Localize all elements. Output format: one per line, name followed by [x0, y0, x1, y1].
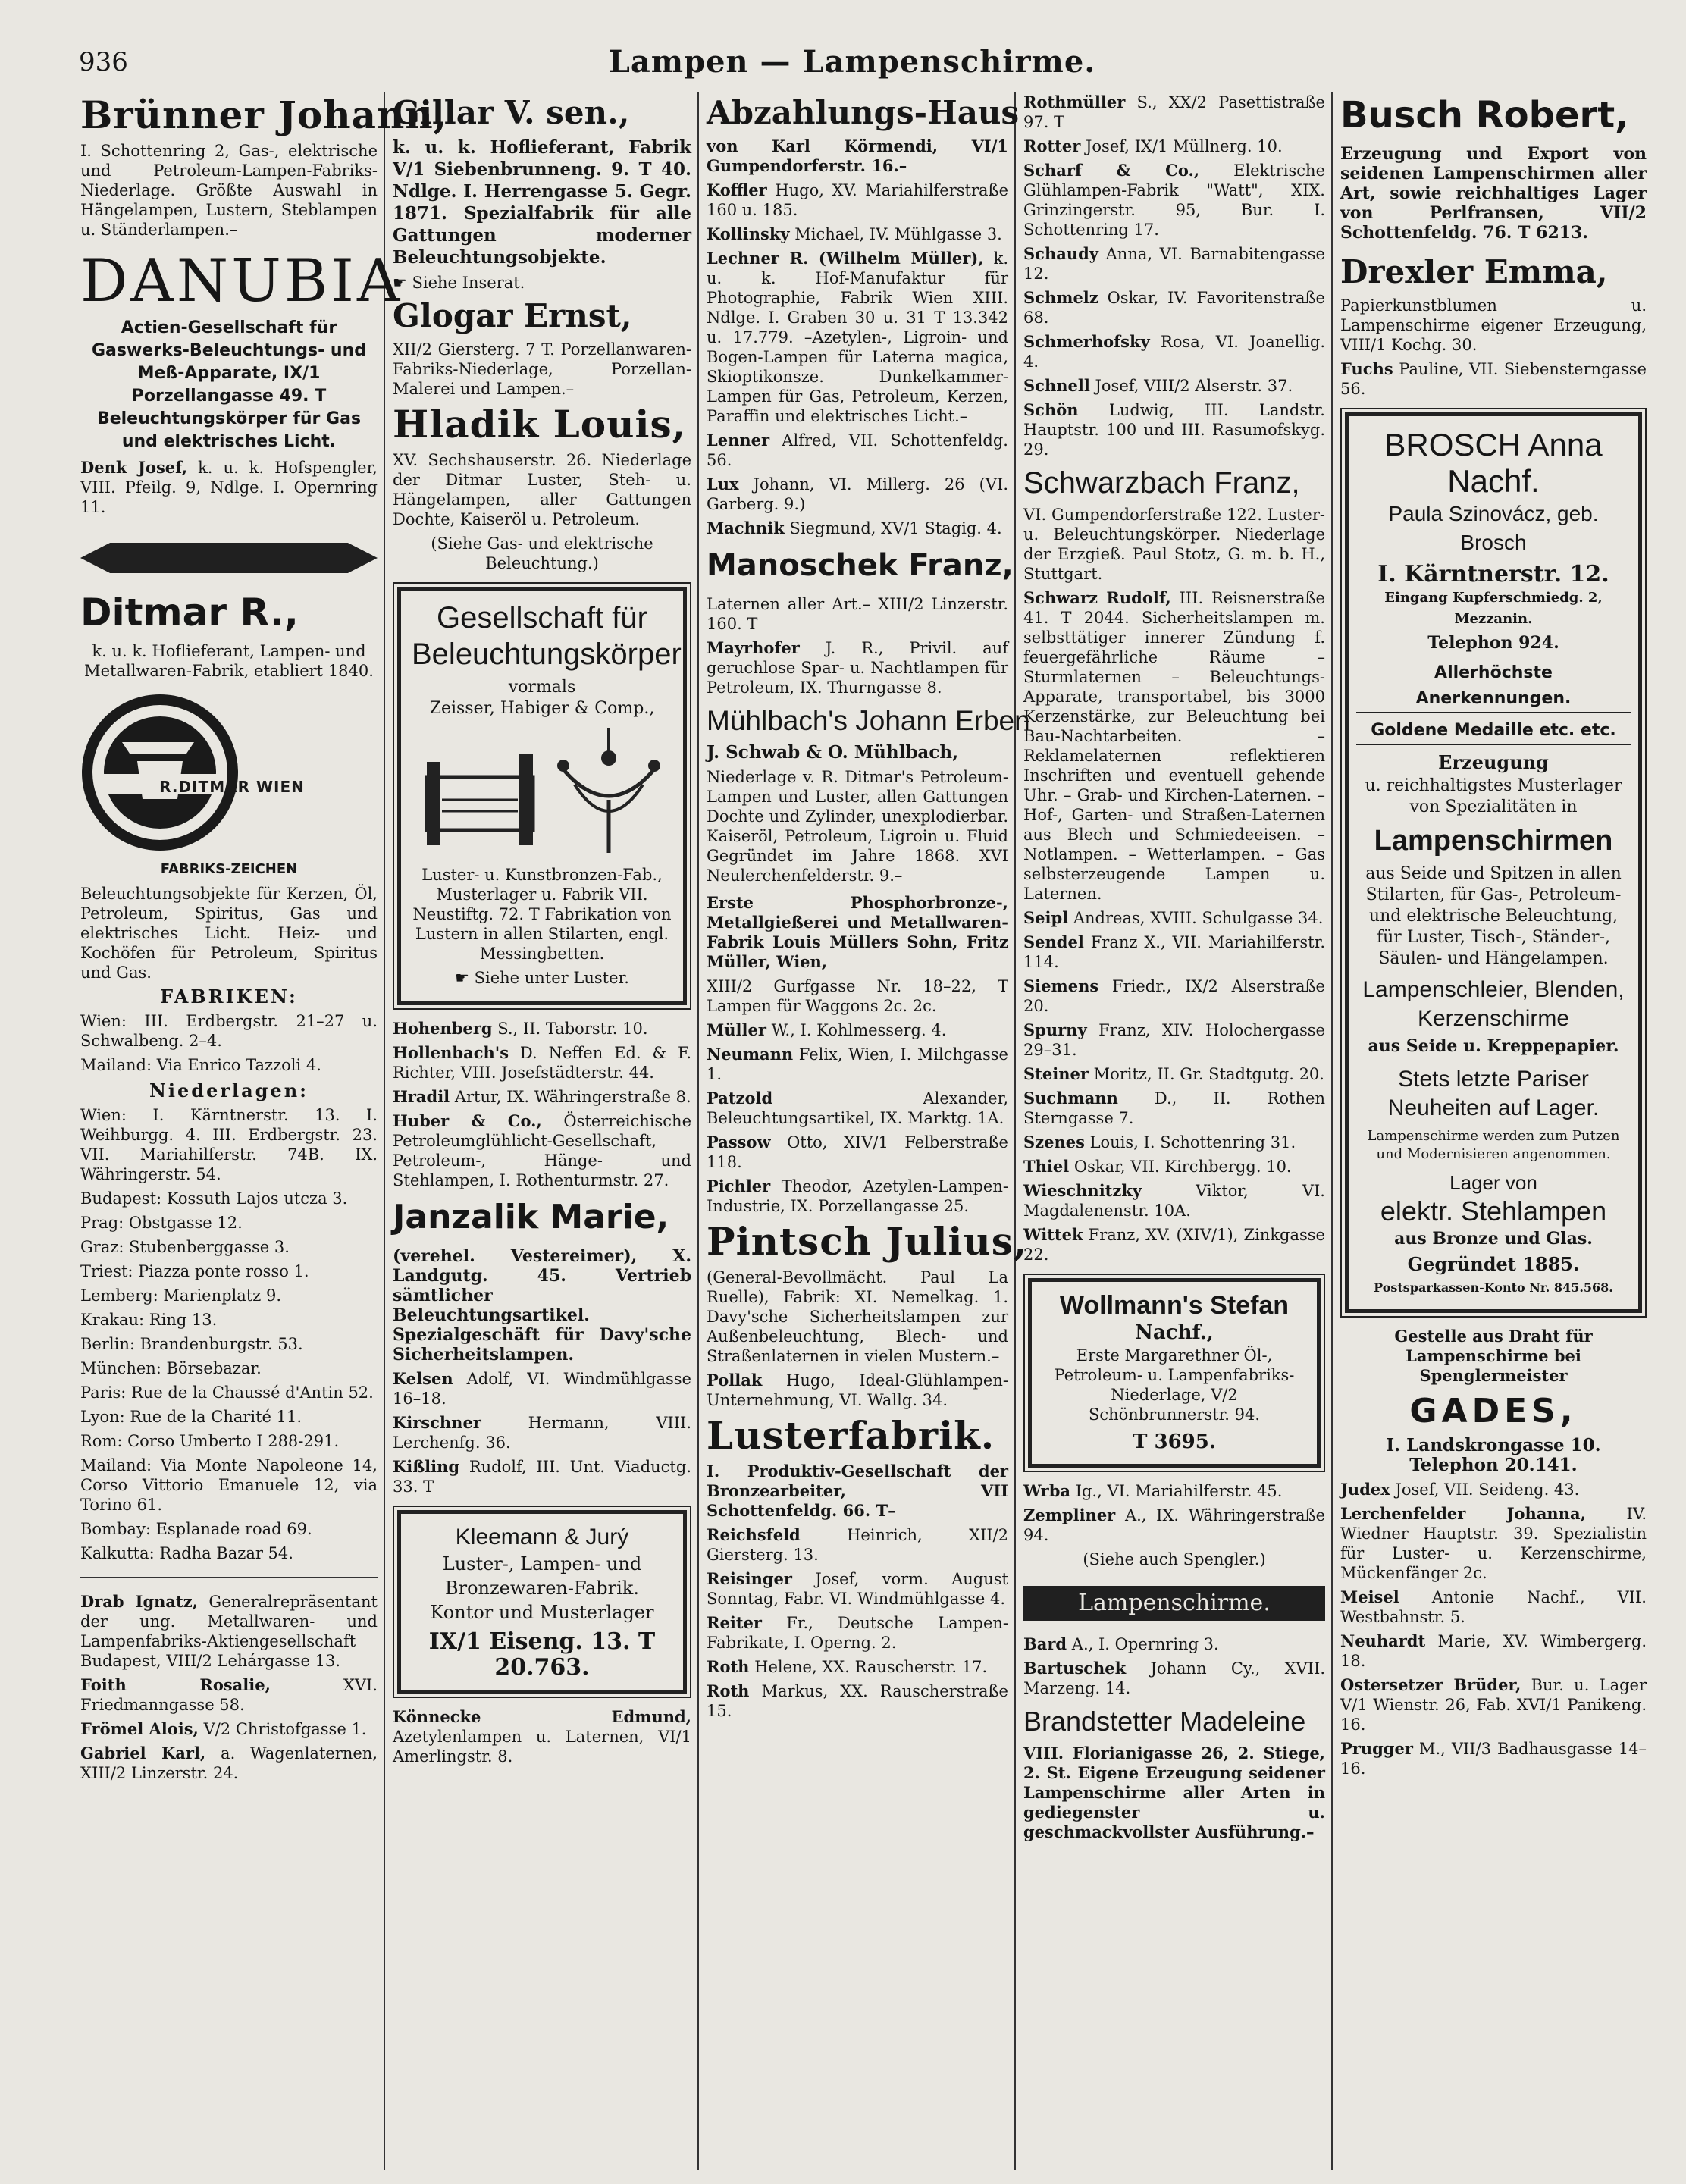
entry-name: Lechner R. (Wilhelm Müller), [707, 249, 984, 268]
entry-row [707, 224, 1008, 244]
entry-text: A., I. Opernring 3. [1071, 1635, 1219, 1653]
entry-text: Siegmund, XV/1 Stagig. 4. [789, 519, 1002, 537]
entry-text: Johann Cy., XVII. Marzeng. 14. [1023, 1659, 1325, 1697]
entry-name: Frömel Alois, [80, 1719, 199, 1738]
entry-name: Steiner [1023, 1064, 1089, 1083]
entry-text: Josef, VIII/2 Alserstr. 37. [1095, 377, 1293, 395]
entry-text-gillar: k. u. k. Hoflieferant, Fabrik V/1 Siebenbrunneng. 9. T 40. Ndlge. I. Herrengasse 5. Gegr. 1871. Spezialfabrik für alle Gattungen moderner Beleuchtungsobjekte. [393, 137, 691, 268]
entry-text: Franz, XIV. Holochergasse 29–31. [1023, 1021, 1325, 1059]
entry-text: V/2 Christofgasse 1. [203, 1720, 367, 1738]
entry-name: Drab Ignatz, [80, 1592, 198, 1611]
niederlage-line: Budapest: Kossuth Lajos utcza 3. [80, 1189, 348, 1208]
advert-text: Erste Margarethner Öl-, Petroleum- u. Lampenfabriks-Niederlage, V/2 Schönbrunnerstr. 94. [1054, 1346, 1295, 1424]
advert-phone: Telephon 924. [1427, 633, 1559, 653]
niederlage-line: Mailand: Via Monte Napoleone 14, Corso Vittorio Emanuele 12, via Torino 61. [80, 1456, 378, 1514]
entry-text: Marie, XV. Wimbergerg. 18. [1340, 1632, 1647, 1670]
entry-name: Pichler [707, 1177, 771, 1195]
entry-name: Lenner [707, 431, 770, 450]
entry-row [1023, 400, 1325, 459]
siehe-spengler-ref: (Siehe auch Spengler.) [1083, 1550, 1266, 1568]
entry-row [707, 1681, 1008, 1721]
entry-name: Thiel [1023, 1157, 1070, 1176]
entry-text: Josef, IX/1 Müllnerg. 10. [1085, 137, 1283, 155]
entry-row [1023, 1089, 1325, 1128]
entry-name-abzahlungs: Abzahlungs-Haus [707, 94, 1020, 131]
advert-text: Luster-, Lampen- und Bronzewaren-Fabrik. Kontor und Musterlager [430, 1553, 654, 1623]
entry-text: Adolf, VI. Windmühlgasse 16–18. [393, 1370, 691, 1408]
entry-row [707, 1371, 1008, 1410]
entry-text: Ig., VI. Mariahilferstr. 45. [1075, 1482, 1283, 1500]
kleemann-advert [397, 1510, 687, 1694]
entry-name: Scharf & Co., [1023, 161, 1200, 180]
entry-row [1023, 1064, 1325, 1084]
entry-name: Kollinsky [707, 224, 790, 243]
entry-name: Gabriel Karl, [80, 1744, 206, 1763]
entry-row [1023, 1506, 1325, 1545]
entry-text: Friedr., IX/2 Alserstraße 20. [1023, 977, 1325, 1015]
entry-row [1023, 932, 1325, 972]
entry-row [707, 1657, 1008, 1677]
entry-row [707, 249, 1008, 426]
gades-name: GADES, [1409, 1392, 1578, 1430]
entry-name: Mayrhofer [707, 638, 800, 657]
advert-text: aus Seide und Spitzen in allen Stilarten, für Gas-, Petroleum- und elektrische Beleuchtung, für Luster, Tisch-, Ständer-, Säulen- und Hängelampen. [1365, 864, 1622, 968]
entry-name-drexler: Drexler Emma, [1340, 253, 1608, 290]
advert-address: IX/1 Eiseng. 13. T 20.763. [428, 1628, 656, 1681]
entry-name-schwarzbach: Schwarzbach Franz, [1023, 466, 1300, 500]
entry-text-janzalik: (verehel. Vestereimer), X. Landgutg. 45. Vertrieb sämtlicher Beleuchtungsartikel. Spezialgeschäft für Davy'sche Sicherheitslampen. [393, 1246, 691, 1365]
entry-row [1340, 359, 1647, 399]
entry-name: Schaudy [1023, 244, 1098, 263]
bed-and-chandelier-icon [412, 724, 685, 860]
danubia-logo: DANUBIA [80, 247, 403, 315]
entry-name-lusterfabrik: Lusterfabrik. [707, 1413, 995, 1458]
entry-row [393, 1111, 691, 1190]
entry-text: D. Neffen Ed. & F. Richter, VIII. Josefstädterstr. 44. [393, 1044, 691, 1082]
entry-text: W., I. Kohlmesserg. 4. [771, 1021, 947, 1039]
entry-text-ditmar: Beleuchtungsobjekte für Kerzen, Öl, Petroleum, Spiritus, Gas und elektrisches Licht. Heiz- und Kochöfen für Petroleum, Spiritus und Gas. [80, 885, 378, 982]
entry-text: Heinrich, XII/2 Giersterg. 13. [707, 1526, 1008, 1564]
niederlagen-heading: Niederlagen: [149, 1079, 309, 1101]
fabrik-line: Mailand: Via Enrico Tazzoli 4. [80, 1056, 321, 1074]
entry-row [1023, 92, 1325, 132]
entry-text: Hugo, Ideal-Glühlampen-Unternehmung, VI. Wallg. 34. [707, 1371, 1008, 1409]
entry-name-gillar: Gillar V. sen., [393, 94, 630, 131]
entry-row [1023, 376, 1325, 396]
entry-text-danubia: Actien-Gesellschaft für Gaswerks-Beleuchtungs- und Meß-Apparate, IX/1 Porzellangasse 49. T Beleuchtungskörper für Gas und elektrisches Licht. [91, 318, 366, 451]
entry-row [707, 431, 1008, 470]
entry-row [1340, 1631, 1647, 1671]
entry-row [707, 475, 1008, 514]
advert-sub: Nachf., [1135, 1321, 1214, 1344]
entry-text-hladik: XV. Sechshauserstr. 26. Niederlage der Ditmar Luster, Steh- u. Hängelampen, aller Gattungen Dochte, Kaiseröl u. Petroleum. [393, 451, 691, 528]
entry-name: Machnik [707, 519, 785, 537]
entry-name: Lerchenfelder Johanna, [1340, 1504, 1586, 1523]
entry-text: Antonie Nachf., VII. Westbahnstr. 5. [1340, 1588, 1647, 1626]
entry-row [1340, 1480, 1647, 1499]
entry-text: Helene, XX. Rauscherstr. 17. [754, 1658, 988, 1676]
advert-erzeugung: Erzeugung [1438, 751, 1549, 773]
entry-name: Kelsen [393, 1369, 453, 1388]
entry-name: Judex [1340, 1480, 1390, 1499]
entry-name: Reisinger [707, 1569, 792, 1588]
advert-ref: ☛ Siehe unter Luster. [455, 969, 629, 987]
entry-text: XVI. Friedmanngasse 58. [80, 1676, 378, 1714]
advert-title: Kleemann & Jurý [455, 1524, 629, 1549]
entry-row [707, 1089, 1008, 1128]
entry-name: Müller [707, 1020, 766, 1039]
entry-foith [80, 1675, 378, 1715]
entry-name-busch: Busch Robert, [1340, 94, 1629, 136]
entry-text-pintsch: (General-Bevollmächt. Paul La Ruelle), Fabrik: XI. Nemelkag. 1. Davy'sche Sicherheitslampen zur Außenbeleuchtung, Blech- und Straßenlaternen in vielen Mustern.– [707, 1268, 1008, 1365]
advert-neuheiten: Stets letzte Pariser Neuheiten auf Lager. [1387, 1067, 1600, 1120]
advert-firm: Zeisser, Habiger & Comp., [429, 699, 655, 718]
entry-name: Schön [1023, 400, 1079, 419]
entry-text: Oskar, VII. Kirchbergg. 10. [1073, 1158, 1292, 1176]
entry-row [1340, 1587, 1647, 1627]
entry-row [1023, 1481, 1325, 1501]
entry-text: Alfred, VII. Schottenfeldg. 56. [707, 431, 1008, 469]
entry-text: J. R., Privil. auf geruchlose Spar- u. Nachtlampen für Petroleum, IX. Thurngasse 8. [707, 639, 1008, 697]
fabriken-heading: FABRIKEN: [160, 985, 298, 1007]
entry-sub-ditmar: k. u. k. Hoflieferant, Lampen- und Metallwaren-Fabrik, etabliert 1840. [84, 642, 374, 680]
entry-row [1023, 1634, 1325, 1654]
entry-text: Pauline, VII. Siebensterngasse 56. [1340, 360, 1647, 398]
entry-row [1023, 1225, 1325, 1264]
entry-text: Alexander, Beleuchtungsartikel, IX. Marktg. 1A. [707, 1089, 1008, 1127]
entry-name: Siemens [1023, 976, 1099, 995]
entry-text-manoschek: Laternen aller Art.– XIII/2 Linzerstr. 160. T [707, 595, 1008, 633]
advert-phone: T 3695. [1133, 1430, 1216, 1453]
entry-name: Suchmann [1023, 1089, 1118, 1108]
entry-text-glogar: XII/2 Giersterg. 7 T. Porzellanwaren-Fabriks-Niederlage, Porzellan-Malerei und Lampen.– [393, 340, 691, 398]
entry-text-bruenner: I. Schottenring 2, Gas-, elektrische und Petroleum-Lampen-Fabriks-Niederlage. Größte Auswahl in Hängelampen, Lustern, Steblampen u. Ständerlampen.– [80, 142, 378, 239]
entry-name-bruenner: Brünner Johann, [80, 92, 448, 137]
entry-name: Wittek [1023, 1225, 1083, 1244]
entry-row [707, 1020, 1008, 1040]
entry-row [707, 1133, 1008, 1172]
entry-name: Huber & Co., [393, 1111, 542, 1130]
advert-title: Gesellschaft für Beleuchtungskörper [412, 601, 682, 671]
entry-name: Wrba [1023, 1481, 1070, 1500]
entry-row [1340, 1504, 1647, 1583]
advert-owner: Paula Szinovácz, geb. Brosch [1388, 502, 1599, 554]
entry-row [707, 1525, 1008, 1565]
entry-text: Andreas, XVIII. Schulgasse 34. [1073, 909, 1324, 927]
entry-row [1023, 908, 1325, 928]
niederlage-line: Kalkutta: Radha Bazar 54. [80, 1544, 293, 1562]
entry-text: IV. Wiedner Hauptstr. 39. Spezialistin für Luster- u. Kerzenschirme, Mückenfänger 2c. [1340, 1505, 1647, 1582]
advert-putzen: Lampenschirme werden zum Putzen und Modernisieren angenommen. [1367, 1128, 1620, 1162]
advert-schleier: Lampenschleier, Blenden, Kerzenschirme [1362, 977, 1625, 1031]
entry-name-ditmar: Ditmar R., [80, 591, 299, 635]
entry-text: Markus, XX. Rauscherstraße 15. [707, 1682, 1008, 1720]
column-3 [700, 92, 1030, 2170]
entry-text: k. u. k. Hof-Manufaktur für Photographie, Fabrik Wien XIII. Ndlge. I. Graben 30 u. 31 T 13.342 u. 17.779. –Azetylen-, Ligroin- und Bogen-Lampen für Laterna magica, Skioptikonsze. Dunkelkammer-Lampen für Gas, Petroleum, Kerzen, Paraffin und elektrisches Licht.– [707, 249, 1008, 425]
column-divider [1331, 92, 1333, 2170]
gesellschaft-advert [397, 587, 687, 1005]
column-5 [1334, 92, 1653, 2170]
column-divider [697, 92, 699, 2170]
entry-name: Könnecke Edmund, [393, 1707, 691, 1726]
advert-awards: Allerhöchste Anerkennungen. [1356, 660, 1631, 713]
niederlage-line: Bombay: Esplanade road 69. [80, 1520, 312, 1538]
entry-name: Denk Josef, [80, 458, 188, 477]
entry-row [1340, 1739, 1647, 1778]
entry-name: Hollenbach's [393, 1043, 509, 1062]
entry-text: Fr., Deutsche Lampen-Fabrikate, I. Operng. 2. [707, 1614, 1008, 1652]
entry-row [393, 1707, 691, 1766]
entry-text: S., XX/2 Pasettistraße 97. T [1023, 93, 1325, 131]
seal-lettering: R.DITMAR WIEN [159, 778, 305, 796]
entry-row [1023, 588, 1325, 904]
entry-row [707, 1569, 1008, 1609]
advert-bronze: aus Bronze und Glas. [1394, 1229, 1593, 1249]
entry-text: Josef, VII. Seideng. 43. [1395, 1481, 1580, 1499]
entry-name: Patzold [707, 1089, 773, 1108]
entry-text: Johann, VI. Millerg. 26 (VI. Garberg. 9.) [707, 475, 1008, 513]
entry-text: M., VII/3 Badhausgasse 14–16. [1340, 1740, 1647, 1778]
entry-text-abzahlungs: von Karl Körmendi, VI/1 Gumpendorferstr. 16.– [707, 136, 1008, 175]
entry-text: Rosa, VI. Joanellig. 4. [1023, 333, 1325, 371]
entry-name: Fuchs [1340, 359, 1393, 378]
entry-text: Otto, XIV/1 Felberstraße 118. [707, 1133, 1008, 1171]
entry-froemel [80, 1719, 378, 1739]
page-title: Lampen — Lampenschirme. [608, 44, 1096, 80]
section-heading-lampenschirme: Lampenschirme. [1023, 1586, 1325, 1621]
niederlage-line: München: Börsebazar. [80, 1359, 262, 1377]
niederlage-line: Lemberg: Marienplatz 9. [80, 1286, 282, 1305]
advert-vormals: vormals [508, 678, 576, 697]
entry-name: Pollak [707, 1371, 763, 1390]
entry-name-hladik: Hladik Louis, [393, 402, 687, 447]
entry-row [1023, 976, 1325, 1016]
entry-row [1023, 288, 1325, 327]
entry-row [1023, 332, 1325, 371]
entry-text: Theodor, Azetylen-Lampen-Industrie, IX. Porzellangasse 25. [707, 1177, 1008, 1215]
entry-name: Reichsfeld [707, 1525, 801, 1544]
entry-row [1023, 1157, 1325, 1177]
entry-text: Louis, I. Schottenring 31. [1089, 1133, 1296, 1152]
entry-name: Spurny [1023, 1020, 1087, 1039]
entry-text: A., IX. Währingerstraße 94. [1023, 1506, 1325, 1544]
entry-text: Michael, IV. Mühlgasse 3. [794, 225, 1002, 243]
entry-name-glogar: Glogar Ernst, [393, 297, 632, 334]
entry-name: Neuhardt [1340, 1631, 1426, 1650]
entry-text: D., II. Rothen Sterngasse 7. [1023, 1089, 1325, 1127]
entry-sub-muehlbach: J. Schwab & O. Mühlbach, [707, 742, 959, 763]
fabriks-zeichen-label: FABRIKS-ZEICHEN [160, 861, 298, 877]
entry-row [1023, 1181, 1325, 1220]
page-header [79, 44, 1625, 89]
entry-name: Meisel [1340, 1587, 1399, 1606]
entry-row [707, 180, 1008, 220]
entry-name-muehlbach: Mühlbach's Johann Erben [707, 705, 1030, 736]
decorative-divider [80, 543, 378, 573]
entry-row [707, 1177, 1008, 1216]
entry-row [393, 1043, 691, 1083]
entry-name: Passow [707, 1133, 771, 1152]
gades-text: I. Landskrongasse 10. Telephon 20.141. [1386, 1435, 1601, 1475]
entry-text-erste: XIII/2 Gurfgasse Nr. 18–22, T Lampen für Waggons 2c. 2c. [707, 977, 1008, 1015]
entry-text: Moritz, II. Gr. Stadtgutg. 20. [1093, 1065, 1324, 1083]
entry-text-muehlbach: Niederlage v. R. Ditmar's Petroleum-Lampen und Luster, allen Gattungen Dochte und Zylinder, unexplodierbar. Kaiseröl, Petroleum, Ligroin u. Fluid Gegründet im Jahre 1868. XVI Neulerchenfelderstr. 9.– [707, 768, 1008, 885]
gestelle-text: Gestelle aus Draht für Lampenschirme bei Spenglermeister [1394, 1327, 1593, 1385]
entry-name-manoschek: Manoschek Franz, [707, 548, 1014, 583]
entry-row [1023, 161, 1325, 240]
entry-ref-hladik: (Siehe Gas- und elektrische Beleuchtung.) [431, 534, 653, 572]
entry-row [1340, 1675, 1647, 1734]
entry-text-brandstetter: VIII. Florianigasse 26, 2. Stiege, 2. St. Eigene Erzeugung seidener Lampenschirme aller Arten in gediegenster u. geschmackvollster Ausführung.– [1023, 1744, 1325, 1841]
entry-name: Schwarz Rudolf, [1023, 588, 1171, 607]
entry-name: Schmerhofsky [1023, 332, 1150, 351]
entry-row [1023, 244, 1325, 284]
entry-text-busch: Erzeugung und Export von seidenen Lampenschirmen aller Art, sowie reichhaltiges Lager von Perlfransen, VII/2 Schottenfeldg. 76. T 6213. [1340, 144, 1647, 243]
entry-row [1023, 1659, 1325, 1698]
entry-name: Seipl [1023, 908, 1069, 927]
entry-text-lusterfabrik: I. Produktiv-Gesellschaft der Bronzearbeiter, VII Schottenfeldg. 66. T– [707, 1462, 1008, 1520]
entry-row [707, 1045, 1008, 1084]
advert-title: BROSCH Anna Nachf. [1384, 427, 1603, 499]
entry-text: Artur, IX. Währingerstraße 8. [454, 1088, 691, 1106]
entry-text: Elektrische Glühlampen-Fabrik "Watt", XIX. Grinzingerstr. 95, Bur. I. Schottenring 17. [1023, 161, 1325, 239]
entry-name-janzalik: Janzalik Marie, [393, 1198, 669, 1236]
niederlage-line: Graz: Stubenberggasse 3. [80, 1238, 290, 1256]
brosch-advert [1345, 412, 1642, 1313]
niederlage-line: Krakau: Ring 13. [80, 1311, 218, 1329]
entry-name: Schmelz [1023, 288, 1098, 307]
niederlage-line: Berlin: Brandenburgstr. 53. [80, 1335, 303, 1353]
ditmar-seal-icon [80, 693, 240, 852]
entry-name: Ostersetzer Brüder, [1340, 1675, 1521, 1694]
entry-name: Koffler [707, 180, 767, 199]
entry-row [1023, 136, 1325, 156]
entry-text: Anna, VI. Barnabitengasse 12. [1023, 245, 1325, 283]
entry-text: Azetylenlampen u. Laternen, VI/1 Amerlingstr. 8. [393, 1728, 691, 1766]
entry-text-drexler: Papierkunstblumen u. Lampenschirme eigener Erzeugung, VIII/1 Kochg. 30. [1340, 296, 1647, 354]
entry-name: Hohenberg [393, 1019, 493, 1038]
section-rule [80, 1577, 378, 1578]
entry-name: Bartuschek [1023, 1659, 1127, 1678]
entry-row [1023, 1020, 1325, 1060]
entry-gabriel [80, 1744, 378, 1783]
entry-name: Neumann [707, 1045, 794, 1064]
column-2 [387, 92, 697, 2170]
entry-name: Rotter [1023, 136, 1081, 155]
entry-text: Josef, vorm. August Sonntag, Fabr. VI. Windmühlgasse 4. [707, 1570, 1008, 1608]
advert-gegruendet: Gegründet 1885. [1407, 1253, 1580, 1275]
entry-name: Prugger [1340, 1739, 1413, 1758]
advert-text: Luster- u. Kunstbronzen-Fab., Musterlager u. Fabrik VII. Neustiftg. 72. T Fabrikation von Lustern in allen Stilarten, engl. Messingbetten. [412, 866, 672, 963]
entry-ref-gillar: ☛ Siehe Inserat. [393, 274, 525, 292]
entry-name: Kirschner [393, 1413, 481, 1432]
entry-name: Roth [707, 1681, 750, 1700]
advert-seide: aus Seide u. Kreppepapier. [1368, 1036, 1619, 1056]
advert-entrance: Eingang Kupferschmiedg. 2, Mezzanin. [1384, 590, 1603, 627]
page-number: 936 [79, 47, 128, 77]
niederlage-line: Lyon: Rue de la Charité 11. [80, 1408, 302, 1426]
entry-drab [80, 1592, 378, 1671]
entry-text: Hugo, XV. Mariahilferstraße 160 u. 185. [707, 181, 1008, 219]
advert-address: I. Kärntnerstr. 12. [1377, 561, 1609, 588]
entry-row [707, 1613, 1008, 1653]
entry-name: Reiter [707, 1613, 762, 1632]
entry-text: Generalrepräsentant der ung. Metallwaren- und Lampenfabriks-Aktiengesellschaft Budapest, VIII/2 Lehárgasse 13. [80, 1593, 378, 1670]
advert-medal: Goldene Medaille etc. etc. [1356, 718, 1631, 745]
entry-text: a. Wagenlaternen, XIII/2 Linzerstr. 24. [80, 1744, 378, 1782]
entry-name: Sendel [1023, 932, 1084, 951]
entry-row [1023, 1133, 1325, 1152]
entry-text: Felix, Wien, I. Milchgasse 1. [707, 1045, 1008, 1083]
entry-denk [80, 458, 378, 517]
entry-row [393, 1413, 691, 1452]
entry-name: Roth [707, 1657, 750, 1676]
entry-text: Rudolf, III. Unt. Viaductg. 33. T [393, 1458, 691, 1496]
entry-text: Österreichische Petroleumglühlicht-Gesellschaft, Petroleum-, Hänge- und Stehlampen, I. Rothenturmstr. 27. [393, 1112, 691, 1189]
entry-name: Wieschnitzky [1023, 1181, 1142, 1200]
advert-lager: u. reichhaltigstes Musterlager von Spezialitäten in [1365, 776, 1622, 816]
entry-text: Ludwig, III. Landstr. Hauptstr. 100 und III. Rasumofskyg. 29. [1023, 401, 1325, 459]
entry-text: k. u. k. Hofspengler, VIII. Pfeilg. 9, Ndlge. I. Opernring 11. [80, 459, 378, 516]
entry-name: Bard [1023, 1634, 1067, 1653]
advert-lampenschirmen: Lampenschirmen [1374, 825, 1613, 857]
entry-name-pintsch: Pintsch Julius, [707, 1219, 1028, 1264]
entry-row [393, 1087, 691, 1107]
niederlage-line: Prag: Obstgasse 12. [80, 1214, 243, 1232]
column-divider [384, 92, 385, 2170]
niederlage-line: Wien: I. Kärntnerstr. 13. I. Weihburgg. 4. III. Erdbergstr. 23. VII. Mariahilferstr. 74B. IX. Währingerstr. 54. [80, 1106, 378, 1183]
entry-row [393, 1019, 691, 1039]
advert-lager-von: Lager von [1449, 1171, 1537, 1194]
entry-row [707, 638, 1008, 697]
niederlage-line: Triest: Piazza ponte rosso 1. [80, 1262, 309, 1280]
entry-name: Lux [707, 475, 739, 494]
advert-title: Wollmann's Stefan [1059, 1291, 1290, 1320]
entry-name: Kißling [393, 1457, 460, 1476]
entry-text: S., II. Taborstr. 10. [497, 1020, 648, 1038]
entry-row [393, 1369, 691, 1408]
entry-name: Schnell [1023, 376, 1090, 395]
entry-text: Oskar, IV. Favoritenstraße 68. [1023, 289, 1325, 327]
entry-text: Franz X., VII. Mariahilferstr. 114. [1023, 933, 1325, 971]
entry-text-schwarzbach: VI. Gumpendorferstraße 122. Luster- u. Beleuchtungskörper. Niederlage der Erzgieß. Paul Stotz, G. m. b. H., Stuttgart. [1023, 506, 1325, 583]
niederlage-line: Rom: Corso Umberto I 288-291. [80, 1432, 340, 1450]
entry-row [707, 519, 1008, 538]
niederlage-line: Paris: Rue de la Chaussé d'Antin 52. [80, 1383, 374, 1402]
entry-name-erste: Erste Phosphorbronze-, Metallgießerei und Metallwaren-Fabrik Louis Müllers Sohn, Fritz Müller, Wien, [707, 893, 1008, 971]
entry-text: Bur. u. Lager V/1 Wienstr. 26, Fab. XVI/1 Panikeng. 16. [1340, 1676, 1647, 1734]
entry-name: Rothmüller [1023, 92, 1126, 111]
column-divider [1014, 92, 1016, 2170]
advert-konto: Postsparkassen-Konto Nr. 845.568. [1374, 1280, 1613, 1295]
entry-row [393, 1457, 691, 1496]
entry-name: Zempliner [1023, 1506, 1116, 1524]
fabrik-line: Wien: III. Erdbergstr. 21–27 u. Schwalbeng. 2–4. [80, 1012, 378, 1050]
advert-stehlampen: elektr. Stehlampen [1380, 1195, 1607, 1227]
entry-name-brandstetter: Brandstetter Madeleine [1023, 1706, 1306, 1737]
entry-name: Hradil [393, 1087, 450, 1106]
column-4 [1017, 92, 1331, 2170]
entry-text: Viktor, VI. Magdalenenstr. 10A. [1023, 1182, 1325, 1220]
entry-text: III. Reisnerstraße 41. T 2044. Sicherheitslampen m. selbsttätiger innerer Zündung f. feuergefährliche Räume – Sturmlaternen – Beleuchtungs-Apparate, transportabel, bis 3000 Kerzenstärke, zur Beleuchtung bei Bau-Nachtarbeiten. – Reklamelaternen reflektieren Inschriften und eventuell gehende Uhr. – Grab- und Kirchen-Laternen. – Hof-, Garten- und Straßen-Laternen aus Blech und Schmiedeeisen. – Notlampen. – Wetterlampen. – Gas selbsterzeugende Lampen u. Laternen. [1023, 589, 1325, 903]
entry-text: Franz, XV. (XIV/1), Zinkgasse 22. [1023, 1226, 1325, 1264]
wollmann-advert [1028, 1278, 1321, 1468]
entry-text: Hermann, VIII. Lerchenfg. 36. [393, 1414, 691, 1452]
entry-name: Foith Rosalie, [80, 1675, 271, 1694]
entry-name: Szenes [1023, 1133, 1085, 1152]
